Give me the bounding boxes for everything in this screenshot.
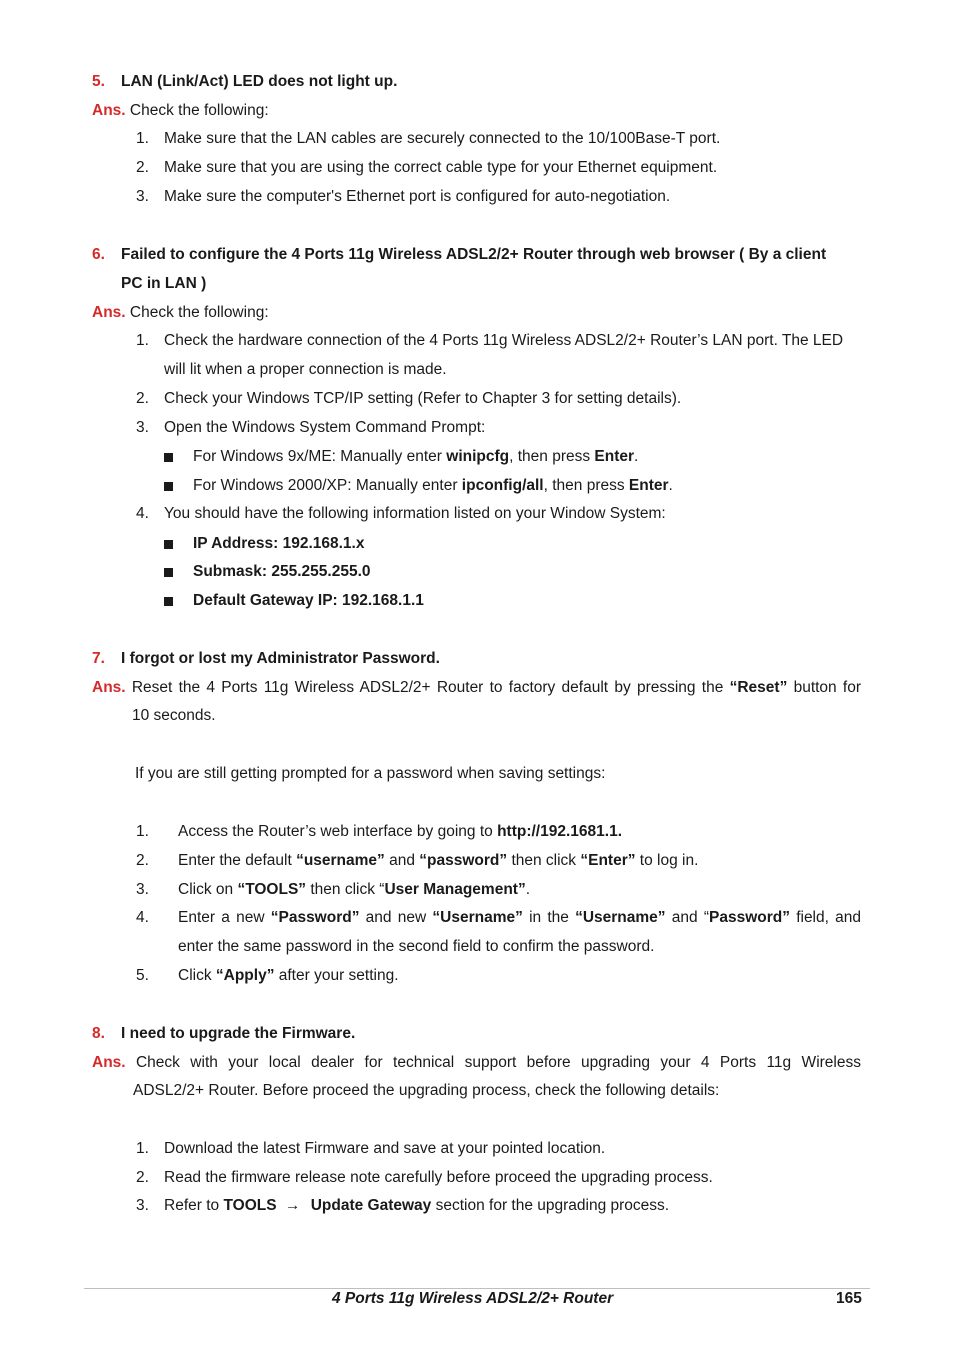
section-6-answer: Ans. Check the following:: [92, 304, 269, 321]
list-item: 2. Read the firmware release note carefully before proceed the upgrading process.: [136, 1169, 713, 1186]
list-item: 3. Click on “TOOLS” then click “User Management”.: [136, 881, 531, 898]
section-7-answer-cont: 10 seconds.: [132, 707, 216, 724]
list-item: 3. Refer to TOOLS → Update Gateway section for the upgrading process.: [136, 1197, 670, 1214]
password-prompt-note: If you are still getting prompted for a password when saving settings:: [135, 765, 606, 782]
page-number: 165: [836, 1290, 862, 1307]
list-item-cont: will lit when a proper connection is made.: [164, 361, 447, 378]
square-bullet-icon: [164, 540, 173, 549]
section-7-answer: Ans. Reset the 4 Ports 11g Wireless ADSL2/2+ Router to factory default by pressing the “Reset” button for: [92, 679, 862, 696]
square-bullet-icon: [164, 597, 173, 606]
list-item: 1. Access the Router’s web interface by going to http://192.1681.1.: [136, 823, 622, 840]
section-5-heading: 5. LAN (Link/Act) LED does not light up.: [92, 73, 398, 90]
section-8-answer: Ans. Check with your local dealer for technical support before upgrading your 4 Ports 11g Wireless: [92, 1054, 861, 1071]
list-item: 2. Make sure that you are using the correct cable type for your Ethernet equipment.: [136, 159, 718, 176]
section-6-heading: 6. Failed to configure the 4 Ports 11g Wireless ADSL2/2+ Router through web browser ( By a client: [92, 246, 827, 263]
list-item: 2. Check your Windows TCP/IP setting (Refer to Chapter 3 for setting details).: [136, 390, 682, 407]
section-8-heading: 8. I need to upgrade the Firmware.: [92, 1025, 356, 1042]
list-item: 1. Download the latest Firmware and save at your pointed location.: [136, 1140, 606, 1157]
square-bullet-icon: [164, 568, 173, 577]
list-item: 3. Make sure the computer's Ethernet port is configured for auto-negotiation.: [136, 188, 671, 205]
section-7-heading: 7. I forgot or lost my Administrator Password.: [92, 650, 440, 667]
list-item: 5. Click “Apply” after your setting.: [136, 967, 399, 984]
list-item-cont: enter the same password in the second field to confirm the password.: [178, 938, 655, 955]
section-6-heading-cont: PC in LAN ): [121, 275, 207, 292]
square-bullet-icon: [164, 482, 173, 491]
section-5-answer: Ans. Check the following:: [92, 102, 269, 119]
list-item: 1. Make sure that the LAN cables are securely connected to the 10/100Base-T port.: [136, 130, 721, 147]
footer-title: 4 Ports 11g Wireless ADSL2/2+ Router: [332, 1290, 614, 1307]
list-item: 1. Check the hardware connection of the 4 Ports 11g Wireless ADSL2/2+ Router’s LAN port. The LED: [136, 332, 844, 349]
right-arrow-icon: →: [284, 1197, 301, 1214]
list-item: 4. Enter a new “Password” and new “Username” in the “Username” and “Password” field, and: [136, 909, 861, 926]
list-item: 4. You should have the following information listed on your Window System:: [136, 505, 666, 522]
list-item: 3. Open the Windows System Command Prompt:: [136, 419, 486, 436]
square-bullet-icon: [164, 453, 173, 462]
section-8-answer-cont: ADSL2/2+ Router. Before proceed the upgrading process, check the following details:: [133, 1082, 720, 1099]
list-item: 2. Enter the default “username” and “password” then click “Enter” to log in.: [136, 852, 699, 869]
